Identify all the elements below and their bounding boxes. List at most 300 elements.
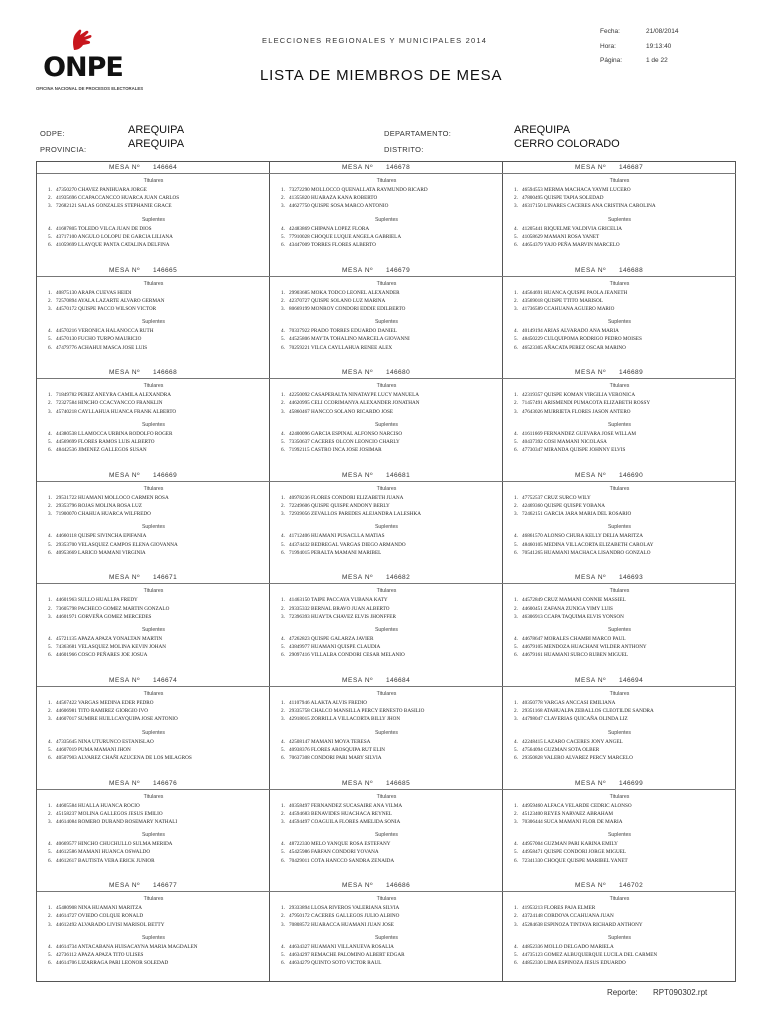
titulares-heading: Titulares [143, 178, 164, 184]
member-row [48, 391, 270, 399]
titulares-list [37, 494, 270, 519]
member-row [514, 327, 736, 335]
member-name: 46861570 ALONSO CHURA KELLY DELIA MARITZA [522, 533, 644, 540]
member-index: 1. [48, 905, 52, 912]
suplentes-heading: Suplentes [607, 729, 632, 736]
member-name: 44959460 ALFACA VELARDE CEDRIC ALONSO [522, 802, 632, 809]
member-row [281, 596, 503, 604]
member-index: 3. [281, 408, 285, 415]
mesa-header [270, 265, 503, 277]
member-name: 29903685 MOKA TODCO LEONEL ALEXANDER [289, 289, 400, 296]
member-index: 6. [281, 652, 285, 659]
titulares-list [37, 596, 270, 621]
member-row [281, 305, 503, 313]
member-row [514, 305, 736, 313]
mesa-header [503, 572, 736, 584]
suplentes-heading: Suplentes [374, 832, 399, 839]
member-row [281, 857, 503, 865]
suplentes-heading: Suplentes [607, 216, 632, 223]
titulares-list [37, 391, 270, 416]
member-row [281, 289, 503, 297]
member-row [281, 951, 503, 959]
mesa-block [270, 880, 503, 983]
mesa-block [37, 572, 270, 675]
member-name: 44620995 CELI CCORIMANYA ALEXANDER JONATHAN [289, 400, 420, 407]
member-row [281, 810, 503, 818]
member-row [281, 446, 503, 454]
member-row [48, 327, 270, 335]
provincia-label: PROVINCIA: [40, 145, 87, 154]
member-name: 70306444 SUCA MAMANI FLOR DE MARIA [522, 818, 623, 825]
suplentes-list [503, 430, 736, 455]
member-name: 41205441 RIQUELME VALDIVIA GRICELIA [522, 225, 622, 232]
suplentes-heading: Suplentes [607, 421, 632, 428]
member-index: 1. [514, 699, 518, 706]
member-name: 44614084 ROMERO DURAND ROSEMARY NATHALI [56, 818, 178, 825]
member-index: 5. [281, 849, 285, 856]
member-index: 1. [48, 392, 52, 399]
member-name: 40149194 ARIAS ALVARADO ANA MARIA [522, 328, 619, 335]
mesa-number: 146687 [619, 164, 644, 171]
member-name: 47262823 QUISPE GALARZA JAVIER [289, 635, 374, 642]
member-index: 2. [514, 195, 518, 202]
member-index: 2. [48, 708, 52, 715]
member-name: 71994015 PERALTA MAMANI MARIBEL [289, 549, 382, 556]
suplentes-list [37, 532, 270, 557]
member-row [281, 430, 503, 438]
member-row [48, 430, 270, 438]
member-index: 1. [514, 597, 518, 604]
member-row [281, 738, 503, 746]
member-row [281, 840, 503, 848]
member-row [514, 408, 736, 416]
member-name: 43717100 ANGULO LOLOPU DE GARCIA LILIANA [56, 233, 173, 240]
member-name: 70337922 PRADO TORRES EDUARDO DANIEL [289, 328, 397, 335]
member-index: 1. [514, 392, 518, 399]
suplentes-heading: Suplentes [141, 421, 166, 428]
mesa-block [37, 162, 270, 265]
member-name: 73350637 CACERES OLCON LEONCIO CHARLY [289, 438, 400, 445]
mesa-number: 146668 [153, 369, 178, 377]
suplentes-heading: Suplentes [141, 832, 166, 839]
member-row [281, 532, 503, 540]
member-index: 3. [514, 408, 518, 415]
member-name: 40938376 FLORES AROSQUIPA RUT ELIN [289, 746, 385, 753]
member-name: 44614727 OVIEDO COLQUE RONALD [56, 913, 144, 920]
suplentes-heading: Suplentes [374, 319, 399, 326]
mesa-number: 146680 [386, 369, 411, 377]
member-index: 3. [514, 511, 518, 518]
mesa-block [270, 778, 503, 881]
member-index: 5. [281, 541, 285, 548]
member-row [48, 605, 270, 613]
suplentes-list [270, 840, 503, 865]
member-name: 44612586 MAMANI HUANCA OSWALDO [56, 849, 151, 856]
member-index: 6. [514, 344, 518, 351]
member-name: 72682121 SALAS GONZALES STEPHANIE GRACE [56, 203, 172, 210]
titulares-heading: Titulares [143, 383, 164, 390]
member-name: 44634297 REMACHE PALOMINO ALBERT EDGAR [289, 951, 405, 958]
mesa-number: 146677 [153, 882, 178, 890]
mesa-header [503, 880, 736, 892]
member-name: 45860467 HANCCO SOLANO RICARDO JOSE [289, 408, 394, 415]
member-index: 2. [514, 708, 518, 715]
elections-title: ELECCIONES REGIONALES Y MUNICIPALES 2014 [262, 36, 488, 45]
mesa-block [37, 470, 270, 573]
mesa-label: MESA Nº [342, 676, 374, 684]
member-name: 44570216 VERONICA HALANOCCA RUTH [56, 328, 154, 335]
member-index: 2. [48, 297, 52, 304]
member-index: 4. [48, 841, 52, 848]
member-row [48, 408, 270, 416]
member-index: 5. [48, 746, 52, 753]
member-index: 4. [48, 430, 52, 437]
titulares-list [270, 596, 503, 621]
member-name: 44594683 BENAVIDES HUACHACA REYNEL [289, 810, 392, 817]
member-row [514, 446, 736, 454]
suplentes-heading: Suplentes [374, 626, 399, 633]
member-row [514, 715, 736, 723]
member-name: 41687805 TOLEDO VILCA JUAN DE DIOS [56, 225, 152, 232]
member-row [514, 951, 736, 959]
mesa-header [503, 675, 736, 687]
member-row [514, 297, 736, 305]
member-index: 3. [48, 716, 52, 723]
member-row [48, 549, 270, 557]
member-name: 45721135 APAZA APAZA YONALTAN MARTIN [56, 635, 163, 642]
member-row [281, 541, 503, 549]
mesa-label: MESA Nº [342, 164, 374, 171]
member-row [281, 186, 503, 194]
member-index: 5. [281, 644, 285, 651]
member-row [281, 438, 503, 446]
member-index: 4. [281, 943, 285, 950]
member-row [48, 818, 270, 826]
mesa-label: MESA Nº [342, 574, 374, 582]
member-row [514, 399, 736, 407]
member-index: 5. [48, 438, 52, 445]
titulares-heading: Titulares [376, 280, 397, 287]
member-name: 42400096 GARCIA ESPINAL ALFONSO NARCISO [289, 430, 403, 437]
member-row [514, 596, 736, 604]
member-name: 42736112 APAZA APAZA TITO ULISES [56, 951, 144, 958]
mesa-block [37, 367, 270, 470]
member-row [514, 225, 736, 233]
member-row [281, 643, 503, 651]
mesa-block [503, 265, 736, 368]
member-index: 1. [281, 289, 285, 296]
member-index: 3. [514, 921, 518, 928]
suplentes-list [270, 943, 503, 968]
member-name: 70637308 CONDORI PARI MARY SILVIA [289, 754, 382, 761]
mesa-label: MESA Nº [575, 266, 607, 274]
suplentes-list [503, 532, 736, 557]
member-index: 1. [281, 802, 285, 809]
member-name: 45480908 NINA HUAMANI MARITZA [56, 905, 143, 912]
member-index: 3. [514, 818, 518, 825]
suplentes-heading: Suplentes [141, 524, 166, 531]
suplentes-list [503, 225, 736, 250]
mesa-number: 146671 [153, 574, 178, 582]
member-index: 6. [48, 241, 52, 248]
mesa-header [503, 265, 736, 277]
member-name: 44607019 PUMA MAMANI JHON [56, 746, 131, 753]
member-name: 44612617 BAUTISTA VERA ERICK JUNIOR [56, 857, 155, 864]
member-row [514, 746, 736, 754]
member-index: 3. [48, 818, 52, 825]
member-name: 44957004 GUZMAN PARI KARINA EMILY [522, 841, 618, 848]
suplentes-heading: Suplentes [141, 319, 166, 326]
member-name: 44594497 COAGUILA FLORES AMELIDA SONIA [289, 818, 401, 825]
member-name: 44600451 ZAFANA ZUNIGA YIMY LUIS [522, 605, 613, 612]
member-index: 2. [514, 605, 518, 612]
member-row [514, 810, 736, 818]
member-index: 5. [514, 951, 518, 958]
titulares-list [37, 699, 270, 724]
member-row [48, 494, 270, 502]
mesa-block [503, 470, 736, 573]
mesa-label: MESA Nº [342, 779, 374, 787]
member-index: 2. [514, 913, 518, 920]
member-row [514, 510, 736, 518]
member-index: 4. [48, 328, 52, 335]
suplentes-list [270, 327, 503, 352]
member-row [48, 305, 270, 313]
member-row [514, 802, 736, 810]
titulares-heading: Titulares [376, 485, 397, 492]
member-row [281, 921, 503, 929]
member-index: 3. [48, 613, 52, 620]
member-index: 6. [48, 960, 52, 967]
member-index: 1. [514, 905, 518, 912]
member-name: 45740218 CAYLLAHUA HUANCA FRANK ALBERTO [56, 408, 177, 415]
member-name: 73605798 PACHECO GOMEZ MARTIN GONZALO [56, 605, 170, 612]
member-row [514, 943, 736, 951]
suplentes-list [503, 943, 736, 968]
member-row [48, 225, 270, 233]
mesa-block [503, 778, 736, 881]
member-index: 5. [48, 644, 52, 651]
member-row [281, 399, 503, 407]
mesa-block [37, 265, 270, 368]
member-row [48, 194, 270, 202]
onpe-logo [36, 24, 144, 102]
distrito-label: DISTRITO: [384, 145, 424, 154]
suplentes-list [270, 635, 503, 660]
member-row [281, 241, 503, 249]
member-index: 4. [514, 328, 518, 335]
onpe-logo-word: ONPE [43, 52, 123, 83]
member-row [281, 391, 503, 399]
member-name: 29097416 VILLALBA CONDORI CESAR MELANIO [289, 652, 405, 659]
member-index: 3. [281, 203, 285, 210]
member-name: 44654379 YAJO PEÑA MARVIN MARCELO [522, 241, 620, 248]
titulares-list [503, 699, 736, 724]
member-name: 43447009 TORRES FLORES ALBERTO [289, 241, 376, 248]
member-index: 4. [281, 533, 285, 540]
mesa-label: MESA Nº [575, 574, 607, 582]
member-row [281, 510, 503, 518]
titulares-list [270, 391, 503, 416]
member-row [281, 297, 503, 305]
member-name: 40669577 HINCHO CHUCHULLO SULMA MERIDA [56, 841, 173, 848]
member-name: 29353700 VELASQUEZ CAMPOS ELENA GIOVANNA [56, 541, 178, 548]
member-name: 77910028 CHOQUE LUQUE ANGELA GABRIELA [289, 233, 402, 240]
member-row [281, 754, 503, 762]
hora-label: Hora: [600, 42, 616, 50]
member-row [514, 430, 736, 438]
member-index: 6. [281, 857, 285, 864]
member-row [514, 840, 736, 848]
mesa-header [37, 470, 270, 482]
member-row [514, 738, 736, 746]
mesa-label: MESA Nº [342, 266, 374, 274]
mesa-number: 146690 [619, 471, 644, 479]
member-name: 40437392 COSI MAMANI NICOLASA [522, 438, 607, 445]
mesa-header [37, 367, 270, 379]
member-name: 46306913 CCAPA TAQUIMA ELVIS YONSON [522, 613, 624, 620]
mesa-label: MESA Nº [109, 266, 141, 274]
mesa-label: MESA Nº [109, 164, 141, 171]
titulares-heading: Titulares [143, 793, 164, 800]
titulares-list [503, 494, 736, 519]
member-index: 5. [514, 644, 518, 651]
member-row [281, 327, 503, 335]
titulares-list [270, 904, 503, 929]
titulares-list [503, 904, 736, 929]
member-row [281, 335, 503, 343]
member-row [48, 699, 270, 707]
member-name: 40978236 FLORES CONDORI ELIZABETH JUANA [289, 494, 404, 501]
member-index: 3. [514, 203, 518, 210]
member-row [514, 438, 736, 446]
member-name: 72249606 QUISPE QUISPE ANDONY BERLY [289, 502, 390, 509]
report-code: RPT090302.rpt [653, 988, 708, 997]
mesa-number: 146694 [619, 676, 644, 684]
member-name: 45123400 REYES NARVAEZ ABRAHAM [522, 810, 613, 817]
hora-value: 19:13:40 [646, 42, 672, 50]
member-row [48, 297, 270, 305]
titulares-heading: Titulares [376, 793, 397, 800]
titulares-heading: Titulares [143, 485, 164, 492]
member-index: 1. [281, 905, 285, 912]
member-row [281, 699, 503, 707]
member-row [514, 289, 736, 297]
member-index: 5. [281, 951, 285, 958]
member-name: 44606981 TITO RAMIREZ GIORGIO IVO [56, 708, 149, 715]
member-row [48, 613, 270, 621]
mesa-number: 146689 [619, 369, 644, 377]
member-name: 46594553 MERMA MACHACA YAYMI LUCERO [522, 187, 631, 193]
member-name: 48442536 JIMENEZ GALLEGOS SUSAN [56, 447, 147, 454]
member-row [514, 186, 736, 194]
member-name: 73272290 MOLLOCCO QUENALLATA RAYMUNDO RICARD [289, 187, 428, 193]
member-index: 4. [514, 635, 518, 642]
member-name: 46317150 LINARES CACERES ANA CRISTINA CAROLINA [522, 203, 656, 210]
member-index: 3. [281, 305, 285, 312]
member-index: 1. [281, 597, 285, 604]
mesa-label: MESA Nº [575, 164, 607, 171]
member-index: 6. [48, 447, 52, 454]
mesa-number: 146676 [153, 779, 178, 787]
member-row [514, 502, 736, 510]
member-row [48, 510, 270, 518]
mesa-column-2 [270, 162, 503, 983]
fecha-label: Fecha: [600, 28, 620, 35]
mesa-number: 146681 [386, 471, 411, 479]
member-name: 48450229 CULQUIPOMA RODRIGO PEDRO MOISES [522, 336, 642, 343]
member-name: 44660118 QUISPE SIVINCHA EPIFANIA [56, 533, 147, 540]
member-row [514, 651, 736, 659]
titulares-heading: Titulares [609, 690, 630, 697]
member-index: 4. [514, 943, 518, 950]
mesa-header [503, 470, 736, 482]
provincia-value: AREQUIPA [128, 138, 185, 150]
mesa-number: 146665 [153, 266, 178, 274]
titulares-list [503, 391, 736, 416]
member-index: 5. [514, 233, 518, 240]
suplentes-list [270, 738, 503, 763]
titulares-list [503, 186, 736, 211]
member-index: 3. [514, 613, 518, 620]
member-row [281, 605, 503, 613]
member-row [48, 635, 270, 643]
member-name: 47730347 MIRANDA QUISPE JOHNNY ELVIS [522, 447, 626, 454]
suplentes-list [37, 943, 270, 968]
titulares-heading: Titulares [609, 896, 630, 903]
member-name: 71900070 CHAHUA HUARCA WILFREDO [56, 511, 151, 518]
member-name: 44679161 HUAMANI SURCO RUBEN MIGUEL [522, 652, 629, 659]
mesa-block [270, 367, 503, 470]
member-row [281, 344, 503, 352]
member-name: 47335645 NINA UTURUNCO ESTANISLAO [56, 738, 154, 745]
mesa-header [270, 572, 503, 584]
member-name: 40507903 ALVAREZ CHAÑI AZUCENA DE LOS MILAGROS [56, 754, 192, 761]
member-name: 45284638 ESPINOZA TINTAYA RICHARD ANTHONY [522, 921, 643, 928]
member-row [281, 746, 503, 754]
suplentes-heading: Suplentes [607, 319, 632, 326]
member-index: 6. [281, 549, 285, 556]
member-name: 46523305 AÑACATA PEREZ OSCAR MARINO [522, 344, 626, 351]
member-row [281, 943, 503, 951]
member-row [48, 715, 270, 723]
mesa-header [270, 675, 503, 687]
suplentes-list [37, 738, 270, 763]
member-name: 41953213 FLORES PAJA ELMER [522, 905, 596, 912]
mesa-block [270, 470, 503, 573]
member-index: 2. [281, 297, 285, 304]
member-name: 29335758 CHALCO MANSILLA PERCY ERNESTO BASILIO [289, 708, 425, 715]
member-row [514, 241, 736, 249]
member-name: 42918015 ZORRILLA VILLACORTA BILLY JHON [289, 716, 401, 723]
member-name: 42250092 CASAPERALTA NINATAYPE LUCY MANUELA [289, 392, 420, 399]
member-row [48, 810, 270, 818]
member-name: 47350270 CHAVEZ PANIHUARA JORGE [56, 187, 147, 193]
member-name: 41107946 ALAKTA ALVIS FREDIO [289, 699, 368, 706]
mesa-number: 146699 [619, 779, 644, 787]
member-name: 44570172 QUISPE PACCO WILSON VICTOR [56, 305, 157, 312]
member-name: 29333894 LLOSA RIVEROS VALERIANA SILVIA [289, 905, 400, 912]
member-row [48, 532, 270, 540]
member-name: 44678647 MORALES CHAMBI MARCO PAUL [522, 635, 626, 642]
member-row [48, 399, 270, 407]
member-index: 6. [281, 241, 285, 248]
suplentes-list [37, 840, 270, 865]
member-row [48, 643, 270, 651]
member-row [48, 921, 270, 929]
member-index: 4. [514, 738, 518, 745]
member-row [48, 754, 270, 762]
